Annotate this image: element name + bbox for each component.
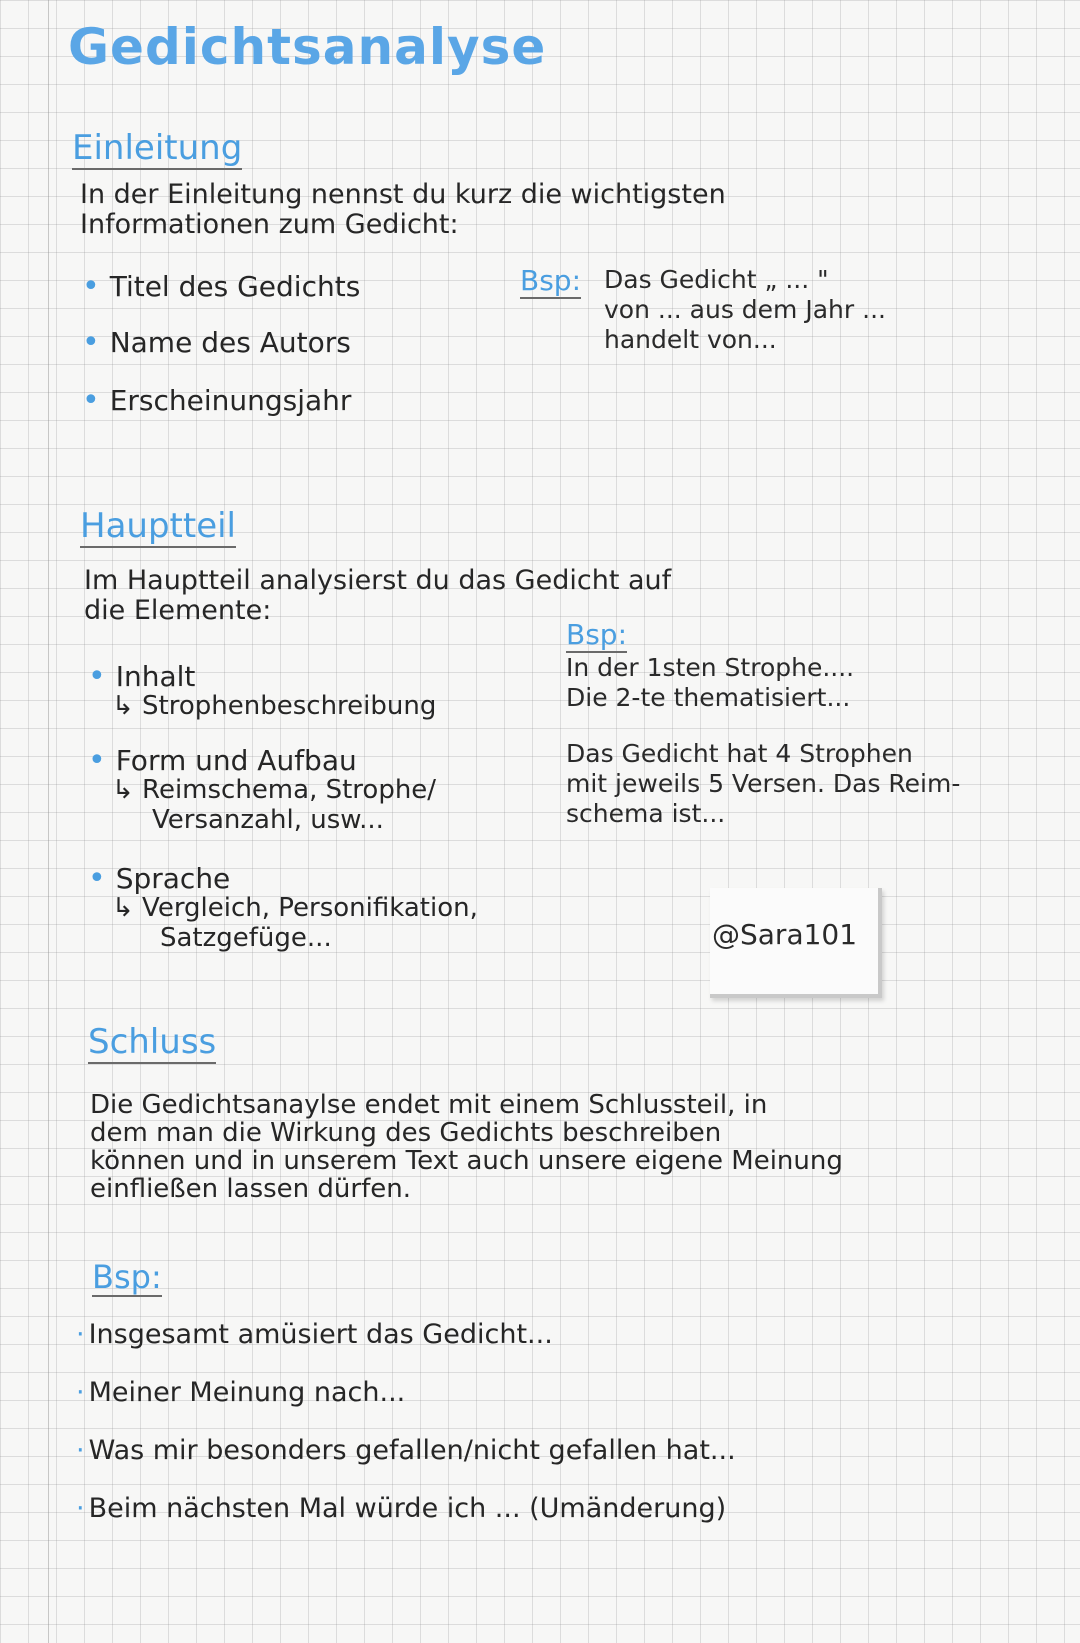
bullet-text: Erscheinungsjahr	[109, 384, 352, 417]
hauptteil-intro-line-1: Im Hauptteil analysierst du das Gedicht auf	[84, 565, 672, 596]
item-label: Sprache	[115, 862, 231, 895]
schluss-example	[76, 1436, 736, 1466]
einleitung-intro-line-2: Informationen zum Gedicht:	[80, 209, 459, 240]
bullet-dot-icon: •	[82, 383, 100, 418]
einleitung-intro-line-1: In der Einleitung nennst du kurz die wichtigsten	[80, 179, 726, 210]
schluss-text-line: dem man die Wirkung des Gedichts beschreiben	[90, 1118, 722, 1148]
page-title: Gedichtsanalyse	[68, 18, 547, 76]
hauptteil-item-inhalt	[88, 659, 196, 694]
margin-line	[48, 0, 49, 1643]
bullet-dot-icon: ·	[76, 1319, 85, 1350]
bullet-text: Titel des Gedichts	[109, 270, 361, 303]
schluss-bsp-label: Bsp:	[92, 1258, 162, 1296]
bullet-dot-icon: •	[88, 659, 106, 694]
einleitung-bullet	[82, 269, 361, 304]
schluss-text-line: können und in unserem Text auch unsere eigene Meinung	[90, 1146, 843, 1176]
schluss-example	[76, 1320, 553, 1350]
einleitung-bullet	[82, 383, 352, 418]
einleitung-example-line: von ... aus dem Jahr ...	[604, 295, 886, 324]
hauptteil-intro-line-2: die Elemente:	[84, 595, 272, 626]
bullet-dot-icon: •	[88, 743, 106, 778]
hauptteil-example-line: Das Gedicht hat 4 Strophen	[566, 739, 913, 768]
item-label: Inhalt	[115, 660, 196, 693]
hauptteil-item-form	[88, 743, 357, 778]
item-sub-line: ↳ Vergleich, Personifikation,	[112, 893, 478, 923]
heading-schluss: Schluss	[88, 1024, 216, 1064]
schluss-example-text: Was mir besonders gefallen/nicht gefallen hat...	[88, 1435, 736, 1466]
einleitung-example-line: Das Gedicht „ ... "	[604, 265, 829, 294]
schluss-text-line: Die Gedichtsanaylse endet mit einem Schlussteil, in	[90, 1090, 768, 1120]
einleitung-bsp-label: Bsp:	[520, 264, 582, 297]
bullet-dot-icon: ·	[76, 1377, 85, 1408]
item-label: Form und Aufbau	[115, 744, 357, 777]
hauptteil-item-sprache	[88, 861, 231, 896]
schluss-example-text: Meiner Meinung nach...	[88, 1377, 406, 1408]
schluss-text-line: einfließen lassen dürfen.	[90, 1174, 411, 1204]
einleitung-bullet	[82, 325, 351, 360]
hauptteil-bsp-label: Bsp:	[566, 618, 628, 651]
hauptteil-example-line: schema ist...	[566, 799, 726, 828]
bullet-dot-icon: •	[82, 269, 100, 304]
item-sub-line: Versanzahl, usw...	[152, 805, 384, 835]
bullet-dot-icon: ·	[76, 1493, 85, 1524]
bullet-dot-icon: •	[88, 861, 106, 896]
item-sub-line: ↳ Reimschema, Strophe/	[112, 775, 437, 805]
einleitung-example-line: handelt von...	[604, 325, 777, 354]
hauptteil-example-line: Die 2-te thematisiert...	[566, 683, 851, 712]
item-sub-line: ↳ Strophenbeschreibung	[112, 691, 437, 721]
watermark-note	[710, 888, 882, 998]
heading-einleitung: Einleitung	[72, 130, 242, 170]
schluss-example-text: Insgesamt amüsiert das Gedicht...	[88, 1319, 553, 1350]
schluss-example-text: Beim nächsten Mal würde ich ... (Umänderung)	[88, 1493, 727, 1524]
bullet-dot-icon: •	[82, 325, 100, 360]
watermark-text: @Sara101	[712, 918, 858, 951]
schluss-example	[76, 1494, 726, 1524]
bullet-dot-icon: ·	[76, 1435, 85, 1466]
schluss-example	[76, 1378, 405, 1408]
hauptteil-example-line: mit jeweils 5 Versen. Das Reim-	[566, 769, 961, 798]
bullet-text: Name des Autors	[109, 326, 351, 359]
hauptteil-example-line: In der 1sten Strophe....	[566, 653, 855, 682]
heading-hauptteil: Hauptteil	[80, 508, 236, 548]
item-sub-line: Satzgefüge...	[160, 923, 332, 953]
